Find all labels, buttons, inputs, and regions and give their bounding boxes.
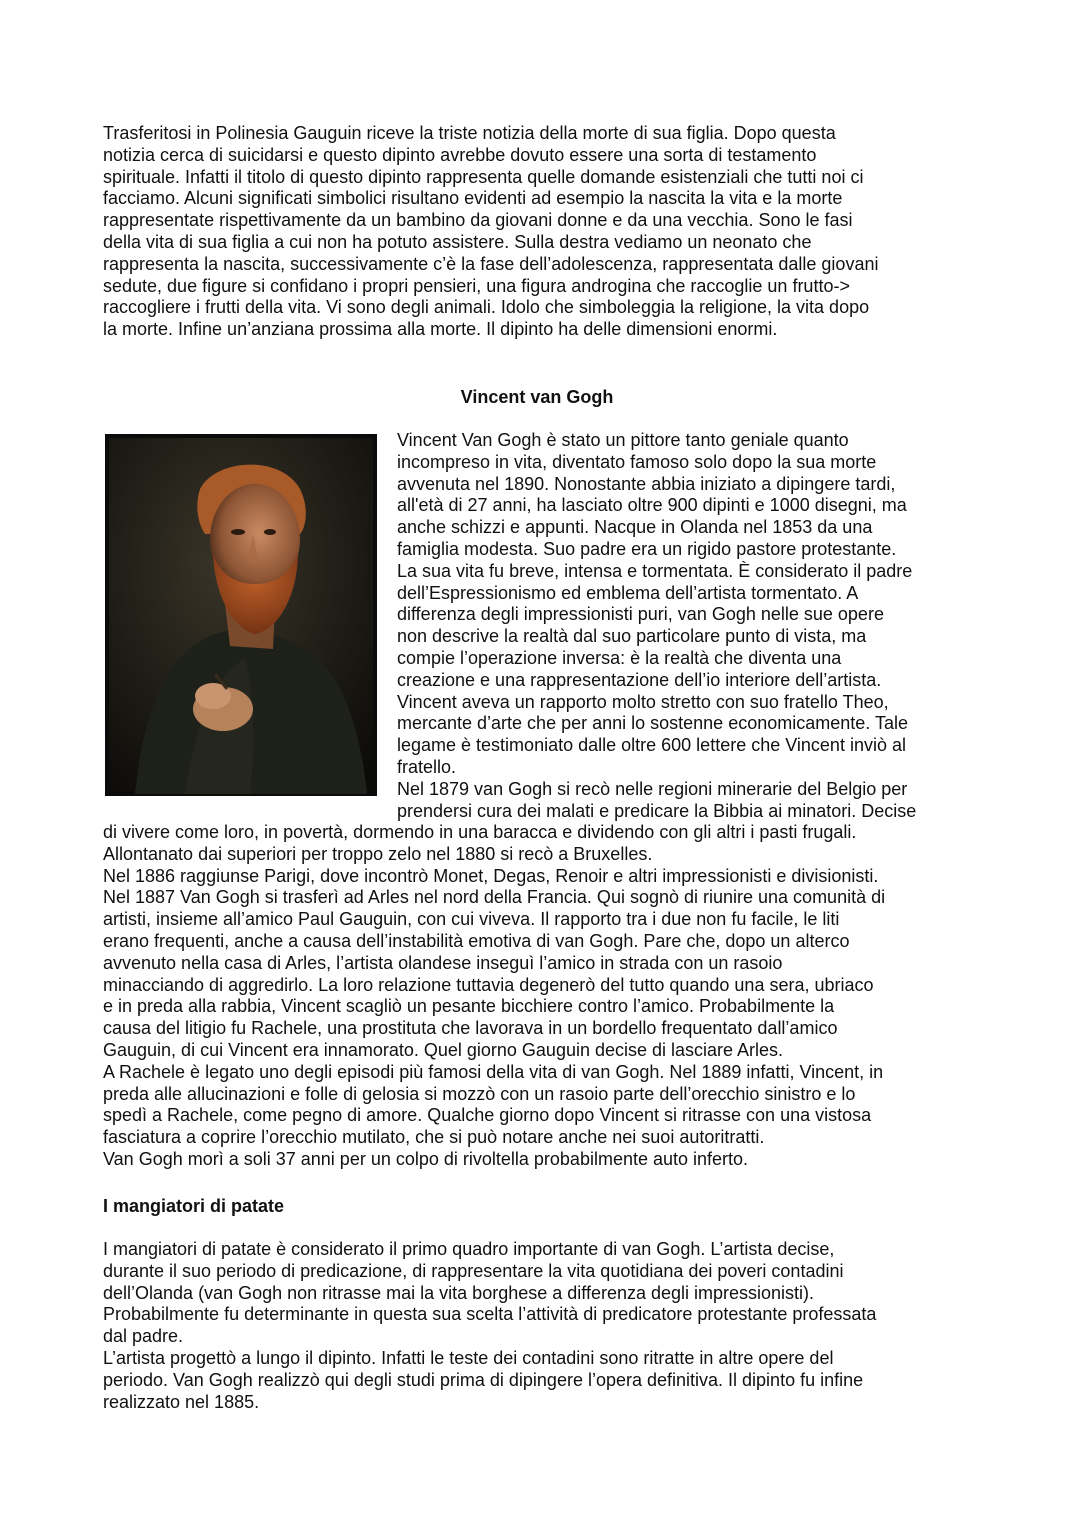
text-line: Allontanato dai superiori per troppo zelo nel 1880 si recò a Bruxelles. bbox=[103, 843, 653, 864]
text-line: spirituale. Infatti il titolo di questo dipinto rappresenta quelle domande esistenziali che tutti noi ci bbox=[103, 166, 864, 187]
text-line: artisti, insieme all’amico Paul Gauguin, con cui viveva. Il rapporto tra i due non fu facile, le liti bbox=[103, 909, 840, 930]
text-line: spedì a Rachele, come pegno di amore. Qualche giorno dopo Vincent si ritrasse con una vistosa bbox=[103, 1105, 872, 1126]
text-line: Nel 1887 Van Gogh si trasferì ad Arles nel nord della Francia. Qui sognò di riunire una comunità di bbox=[103, 887, 886, 908]
intro-paragraph bbox=[103, 123, 983, 341]
text-line: causa del litigio fu Rachele, una prostituta che lavorava in un bordello frequentato dall’amico bbox=[103, 1018, 838, 1039]
text-line: e in preda alla rabbia, Vincent scagliò un pesante bicchiere contro l’amico. Probabilmente la bbox=[103, 996, 835, 1017]
text-line: durante il suo periodo di predicazione, di rappresentare la vita quotidiana dei poveri contadini bbox=[103, 1260, 844, 1281]
text-line: mercante d’arte che per anni lo sostenne economicamente. Tale bbox=[397, 713, 908, 734]
text-line: famiglia modesta. Suo padre era un rigido pastore protestante. bbox=[397, 538, 897, 559]
text-line: all'età di 27 anni, ha lasciato oltre 900 dipinti e 1000 disegni, ma bbox=[397, 495, 907, 516]
text-line: creazione e una rappresentazione dell’io interiore dell’artista. bbox=[397, 669, 882, 690]
text-line: compie l’operazione inversa: è la realtà che diventa una bbox=[397, 647, 842, 668]
text-line: dell’Olanda (van Gogh non ritrasse mai la vita borghese a differenza degli impressionisti). bbox=[103, 1282, 815, 1303]
text-line: Nel 1879 van Gogh si recò nelle regioni minerarie del Belgio per bbox=[397, 778, 908, 799]
text-line: Probabilmente fu determinante in questa sua scelta l’attività di predicatore protestante professata bbox=[103, 1304, 877, 1325]
text-line: Trasferitosi in Polinesia Gauguin riceve la triste notizia della morte di sua figlia. Dopo questa bbox=[103, 123, 836, 143]
text-line: minacciando di aggredirlo. La loro relazione tuttavia degenerò del tutto quando una sera, ubriaco bbox=[103, 974, 874, 995]
text-line: non descrive la realtà dal suo particolare punto di vista, ma bbox=[397, 626, 867, 647]
text-line: Vincent Van Gogh è stato un pittore tanto geniale quanto bbox=[397, 430, 849, 450]
text-line: rappresentate rispettivamente da un bambino da giovani donne e da una vecchia. Sono le fasi bbox=[103, 210, 853, 231]
text-line: raccogliere i frutti della vita. Vi sono degli animali. Idolo che simboleggia la religione, la vita dopo bbox=[103, 297, 870, 318]
bio-paragraph-beside-portrait bbox=[397, 430, 987, 822]
section-heading-potato-eaters: I mangiatori di patate bbox=[103, 1196, 285, 1216]
text-line: rappresenta la nascita, successivamente c’è la fase dell’adolescenza, rappresentata dalle giovani bbox=[103, 253, 879, 274]
text-line: fasciatura a coprire l’orecchio mutilato, che si può notare anche nei suoi autoritratti. bbox=[103, 1127, 765, 1148]
potato-eaters-paragraph bbox=[103, 1239, 983, 1413]
text-line: dal padre. bbox=[103, 1326, 184, 1347]
bio-paragraph-continued bbox=[103, 822, 983, 1171]
text-line: Vincent aveva un rapporto molto stretto con suo fratello Theo, bbox=[397, 691, 889, 712]
text-line: preda alle allucinazioni e folle di gelosia si mozzò con un rasoio parte dell’orecchio sinistro e lo bbox=[103, 1083, 856, 1104]
portrait-painting-icon bbox=[105, 434, 377, 796]
section-heading-text: Vincent van Gogh bbox=[460, 387, 614, 407]
text-line: la morte. Infine un’anziana prossima alla morte. Il dipinto ha delle dimensioni enormi. bbox=[103, 319, 778, 340]
text-line: di vivere come loro, in povertà, dormendo in una baracca e dividendo con gli altri i pasti frugali. bbox=[103, 822, 857, 842]
text-line: prendersi cura dei malati e predicare la Bibbia ai minatori. Decise bbox=[397, 800, 917, 821]
text-line: legame è testimoniato dalle oltre 600 lettere che Vincent inviò al bbox=[397, 735, 906, 756]
text-line: notizia cerca di suicidarsi e questo dipinto avrebbe dovuto essere una sorta di testamento bbox=[103, 144, 817, 165]
text-line: Gauguin, di cui Vincent era innamorato. Quel giorno Gauguin decise di lasciare Arles. bbox=[103, 1039, 784, 1060]
text-line: fratello. bbox=[397, 756, 457, 777]
text-line: erano frequenti, anche a causa dell’instabilità emotiva di van Gogh. Pare che, dopo un alterco bbox=[103, 930, 850, 951]
text-line: anche schizzi e appunti. Nacque in Olanda nel 1853 da una bbox=[397, 517, 873, 538]
text-line: avvenuto nella casa di Arles, l’artista olandese inseguì l’amico in strada con un rasoio bbox=[103, 952, 783, 973]
text-line: realizzato nel 1885. bbox=[103, 1391, 260, 1412]
portrait-image bbox=[105, 434, 377, 796]
text-line: facciamo. Alcuni significati simbolici risultano evidenti ad esempio la nascita la vita e la morte bbox=[103, 188, 843, 209]
text-line: L’artista progettò a lungo il dipinto. Infatti le teste dei contadini sono ritratte in altre opere del bbox=[103, 1347, 834, 1368]
text-line: avvenuta nel 1890. Nonostante abbia iniziato a dipingere tardi, bbox=[397, 473, 896, 494]
text-line: La sua vita fu breve, intensa e tormentata. È considerato il padre bbox=[397, 560, 913, 581]
text-line: della vita di sua figlia a cui non ha potuto assistere. Sulla destra vediamo un neonato che bbox=[103, 231, 812, 252]
text-line: I mangiatori di patate è considerato il primo quadro importante di van Gogh. L’artista decise, bbox=[103, 1239, 835, 1259]
text-line: sedute, due figure si confidano i propri pensieri, una figura androgina che raccoglie un frutto-> bbox=[103, 275, 850, 296]
text-line: Nel 1886 raggiunse Parigi, dove incontrò Monet, Degas, Renoir e altri impressionisti e divisionisti. bbox=[103, 865, 879, 886]
text-line: differenza degli impressionisti puri, van Gogh nelle sue opere bbox=[397, 604, 884, 625]
text-line: A Rachele è legato uno degli episodi più famosi della vita di van Gogh. Nel 1889 infatti, Vincent, in bbox=[103, 1061, 884, 1082]
text-line: dell’Espressionismo ed emblema dell’artista tormentato. A bbox=[397, 582, 859, 603]
text-line: incompreso in vita, diventato famoso solo dopo la sua morte bbox=[397, 451, 877, 472]
text-line: Van Gogh morì a soli 37 anni per un colpo di rivoltella probabilmente auto inferto. bbox=[103, 1148, 749, 1169]
section-heading-van-gogh bbox=[0, 386, 1080, 408]
text-line: periodo. Van Gogh realizzò qui degli studi prima di dipingere l’opera definitiva. Il dipinto fu infine bbox=[103, 1369, 864, 1390]
